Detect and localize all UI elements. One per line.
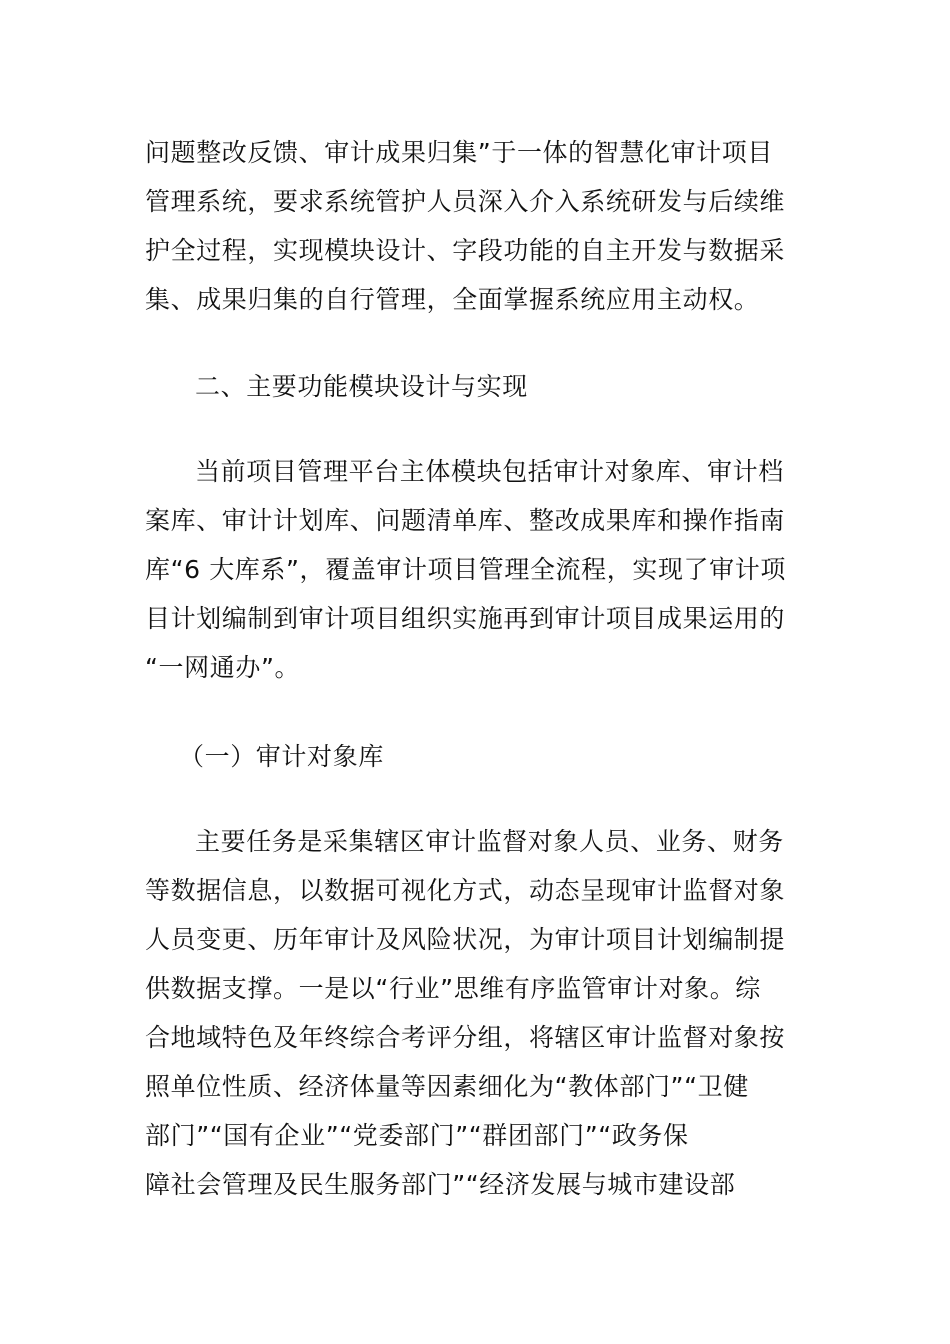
subsection-heading-audit-object-library xyxy=(145,732,807,781)
section-heading-main-modules xyxy=(145,362,807,411)
paragraph-line: 护全过程，实现模块设计、字段功能的自主开发与数据采 xyxy=(145,236,786,265)
paragraph-line: 集、成果归集的自行管理，全面掌握系统应用主动权。 xyxy=(145,285,760,314)
paragraph-line: 合地域特色及年终综合考评分组，将辖区审计监督对象按 xyxy=(145,1023,786,1052)
paragraph-line: 照单位性质、经济体量等因素细化为“教体部门”“卫健 xyxy=(145,1072,749,1101)
paragraph-line: “一网通办”。 xyxy=(145,653,301,682)
paragraph-audit-object-library xyxy=(145,817,807,1209)
paragraph-line: 障社会管理及民生服务部门”“经济发展与城市建设部 xyxy=(145,1170,736,1199)
paragraph-line: 人员变更、历年审计及风险状况，为审计项目计划编制提 xyxy=(145,925,786,954)
paragraph-line: 等数据信息，以数据可视化方式，动态呈现审计监督对象 xyxy=(145,876,786,905)
heading-text: （一）审计对象库 xyxy=(179,742,384,771)
heading-text: 二、主要功能模块设计与实现 xyxy=(195,372,528,401)
paragraph-line: 库“6 大库系”，覆盖审计项目管理全流程，实现了审计项 xyxy=(145,555,786,584)
paragraph-platform-modules xyxy=(145,447,807,692)
paragraph-line: 管理系统，要求系统管护人员深入介入系统研发与后续维 xyxy=(145,187,786,216)
paragraph-line: 问题整改反馈、审计成果归集”于一体的智慧化审计项目 xyxy=(145,138,773,167)
paragraph-line: 案库、审计计划库、问题清单库、整改成果库和操作指南 xyxy=(145,506,786,535)
paragraph-line: 部门”“国有企业”“党委部门”“群团部门”“政务保 xyxy=(145,1121,689,1150)
paragraph-line: 主要任务是采集辖区审计监督对象人员、业务、财务 xyxy=(195,827,784,856)
paragraph-line: 当前项目管理平台主体模块包括审计对象库、审计档 xyxy=(195,457,784,486)
paragraph-line: 目计划编制到审计项目组织实施再到审计项目成果运用的 xyxy=(145,604,786,633)
paragraph-line: 供数据支撑。一是以“行业”思维有序监管审计对象。综 xyxy=(145,974,761,1003)
paragraph-system-intro xyxy=(145,128,807,324)
